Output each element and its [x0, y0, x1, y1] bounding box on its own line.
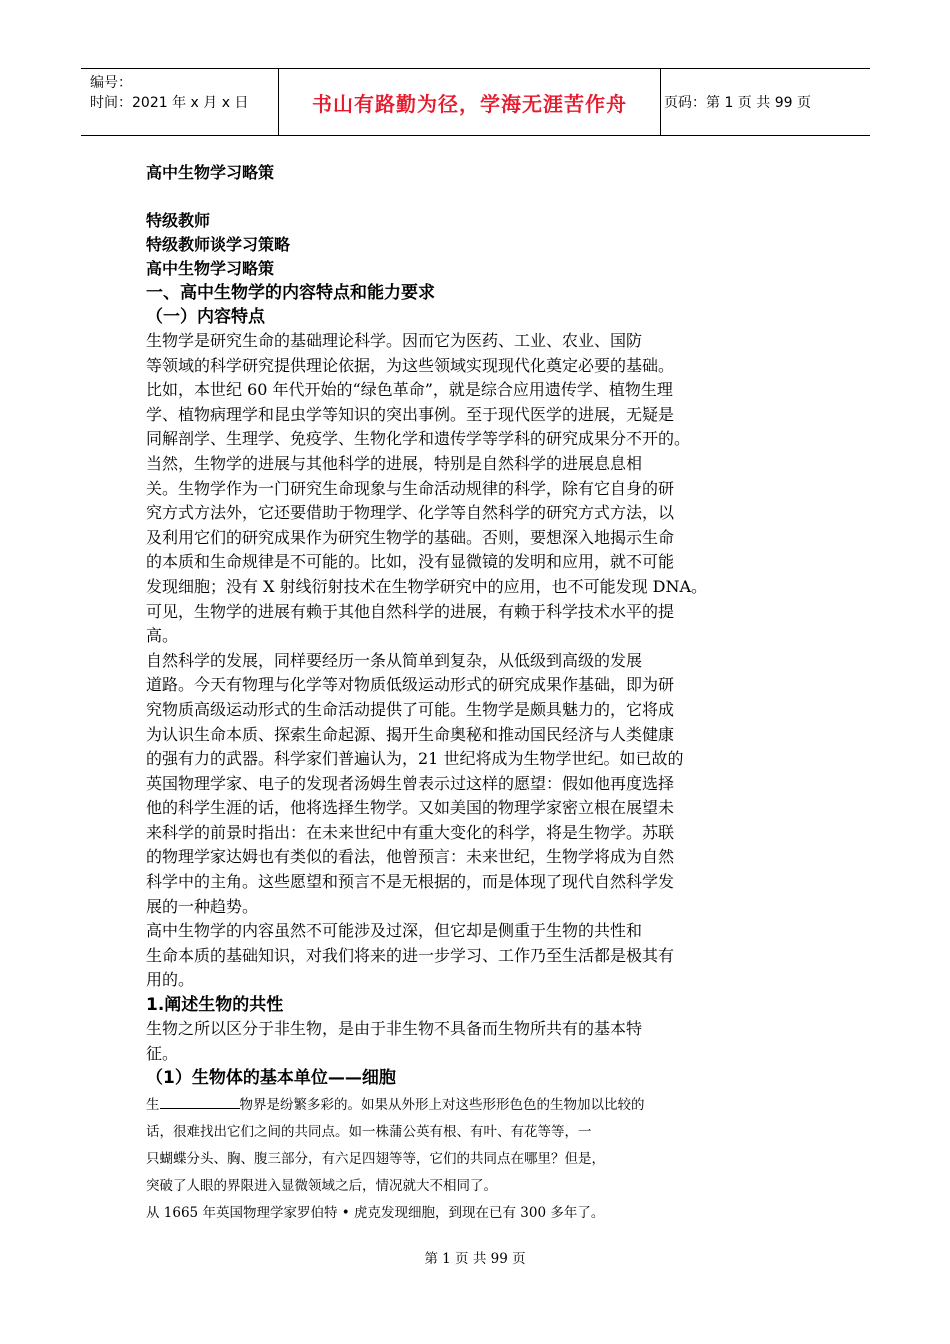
text-line: 征。	[146, 1043, 179, 1063]
text-line: 用的。	[146, 970, 195, 990]
paragraph-4	[146, 919, 806, 993]
text-line: 究物质高级运动形式的生命活动提供了可能。生物学是颇具魅力的，它将成	[146, 699, 675, 719]
heading-author: 特级教师	[146, 211, 211, 230]
heading-topic: 高中生物学习略策	[146, 259, 275, 278]
text-line: 高中生物学的内容虽然不可能涉及过深，但它却是侧重于生物的共性和	[146, 921, 643, 941]
text-line: 等领域的科学研究提供理论依据，为这些领域实现现代化奠定必要的基础。	[146, 355, 675, 375]
underline-blank	[160, 1094, 240, 1109]
text-line: 科学中的主角。这些愿望和预言不是无根据的，而是体现了现代自然科学发	[146, 872, 675, 892]
text-line: 的本质和生命规律是不可能的。比如，没有显微镜的发明和应用，就不可能	[146, 552, 675, 572]
header-meta	[90, 73, 248, 113]
text-line: 突破了人眼的界限进入显微领域之后，情况就大不相同了。	[146, 1178, 497, 1195]
text-line: 道路。今天有物理与化学等对物质低级运动形式的研究成果作基础，即为研	[146, 675, 675, 695]
text-line: 发现细胞；没有 X 射线衍射技术在生物学研究中的应用，也不可能发现 DNA。	[146, 576, 708, 596]
date-label: 时间：2021 年 x 月 x 日	[90, 95, 249, 111]
paragraph-5	[146, 1017, 806, 1066]
page-header	[81, 68, 870, 136]
text-line: 关。生物学作为一门研究生命现象与生命活动规律的科学，除有它自身的研	[146, 478, 675, 498]
text-line: 究方式方法外，它还要借助于物理学、化学等自然科学的研究方式方法，以	[146, 503, 675, 523]
paragraph-2	[146, 452, 806, 649]
text-line: 学、植物病理学和昆虫学等知识的突出事例。至于现代医学的进展，无疑是	[146, 404, 675, 424]
heading-point-1: 1.阐述生物的共性	[146, 995, 284, 1016]
text-line: 高。	[146, 626, 179, 646]
document-body	[146, 209, 806, 1227]
paragraph-1	[146, 329, 806, 452]
text-line: 话，很难找出它们之间的共同点。如一株蒲公英有根、有叶、有花等等，一	[146, 1124, 592, 1141]
header-page-info: 页码：第 1 页 共 99 页	[664, 95, 811, 111]
header-motto: 书山有路勤为径，学海无涯苦作舟	[278, 69, 661, 135]
text-line: 当然，生物学的进展与其他科学的进展，特别是自然科学的进展息息相	[146, 453, 643, 473]
text-line	[146, 1092, 806, 1119]
text-line: 英国物理学家、电子的发现者汤姆生曾表示过这样的愿望：假如他再度选择	[146, 773, 675, 793]
heading-subsection-1: （一）内容特点	[146, 307, 265, 327]
text-rest: 物界是纷繁多彩的。如果从外形上对这些形形色色的生物加以比较的	[239, 1097, 645, 1114]
text-line: 的物理学家达姆也有类似的看法，他曾预言：未来世纪，生物学将成为自然	[146, 847, 675, 867]
heading-series: 特级教师谈学习策略	[146, 235, 291, 254]
text-line: 为认识生命本质、探索生命起源、揭开生命奥秘和推动国民经济与人类健康	[146, 724, 675, 744]
text-line: 同解剖学、生理学、免疫学、生物化学和遗传学等学科的研究成果分不开的。	[146, 429, 691, 449]
text-prefix: 生	[146, 1097, 160, 1114]
text-line: 生物之所以区分于非生物，是由于非生物不具备而生物所共有的基本特	[146, 1019, 643, 1039]
text-line: 自然科学的发展，同样要经历一条从简单到复杂，从低级到高级的发展	[146, 650, 643, 670]
text-line: 展的一种趋势。	[146, 896, 259, 916]
text-line: 只蝴蝶分头、胸、腹三部分，有六足四翅等等，它们的共同点在哪里？但是，	[146, 1151, 605, 1168]
text-line: 的强有力的武器。科学家们普遍认为，21 世纪将成为生物学世纪。如已故的	[146, 749, 684, 769]
text-line: 可见，生物学的进展有赖于其他自然科学的进展，有赖于科学技术水平的提	[146, 601, 675, 621]
document-title: 高中生物学习略策	[146, 163, 275, 182]
paragraph-3	[146, 649, 806, 920]
text-line: 来科学的前景时指出：在未来世纪中有重大变化的科学，将是生物学。苏联	[146, 822, 675, 842]
serial-label: 编号：	[90, 75, 132, 91]
text-line: 从 1665 年英国物理学家罗伯特 • 虎克发现细胞，到现在已有 300 多年了。	[146, 1205, 605, 1222]
heading-section-1: 一、高中生物学的内容特点和能力要求	[146, 283, 435, 303]
paragraph-6	[146, 1092, 806, 1227]
text-line: 生命本质的基础知识，对我们将来的进一步学习、工作乃至生活都是极其有	[146, 945, 675, 965]
heading-cell: （1）生物体的基本单位——细胞	[146, 1068, 396, 1089]
text-line: 及利用它们的研究成果作为研究生物学的基础。否则，要想深入地揭示生命	[146, 527, 675, 547]
text-line: 生物学是研究生命的基础理论科学。因而它为医药、工业、农业、国防	[146, 331, 643, 350]
text-line: 他的科学生涯的话，他将选择生物学。又如美国的物理学家密立根在展望未	[146, 798, 675, 818]
text-line: 比如，本世纪 60 年代开始的“绿色革命”，就是综合应用遗传学、植物生理	[146, 380, 673, 400]
page-footer: 第 1 页 共 99 页	[424, 1251, 526, 1267]
